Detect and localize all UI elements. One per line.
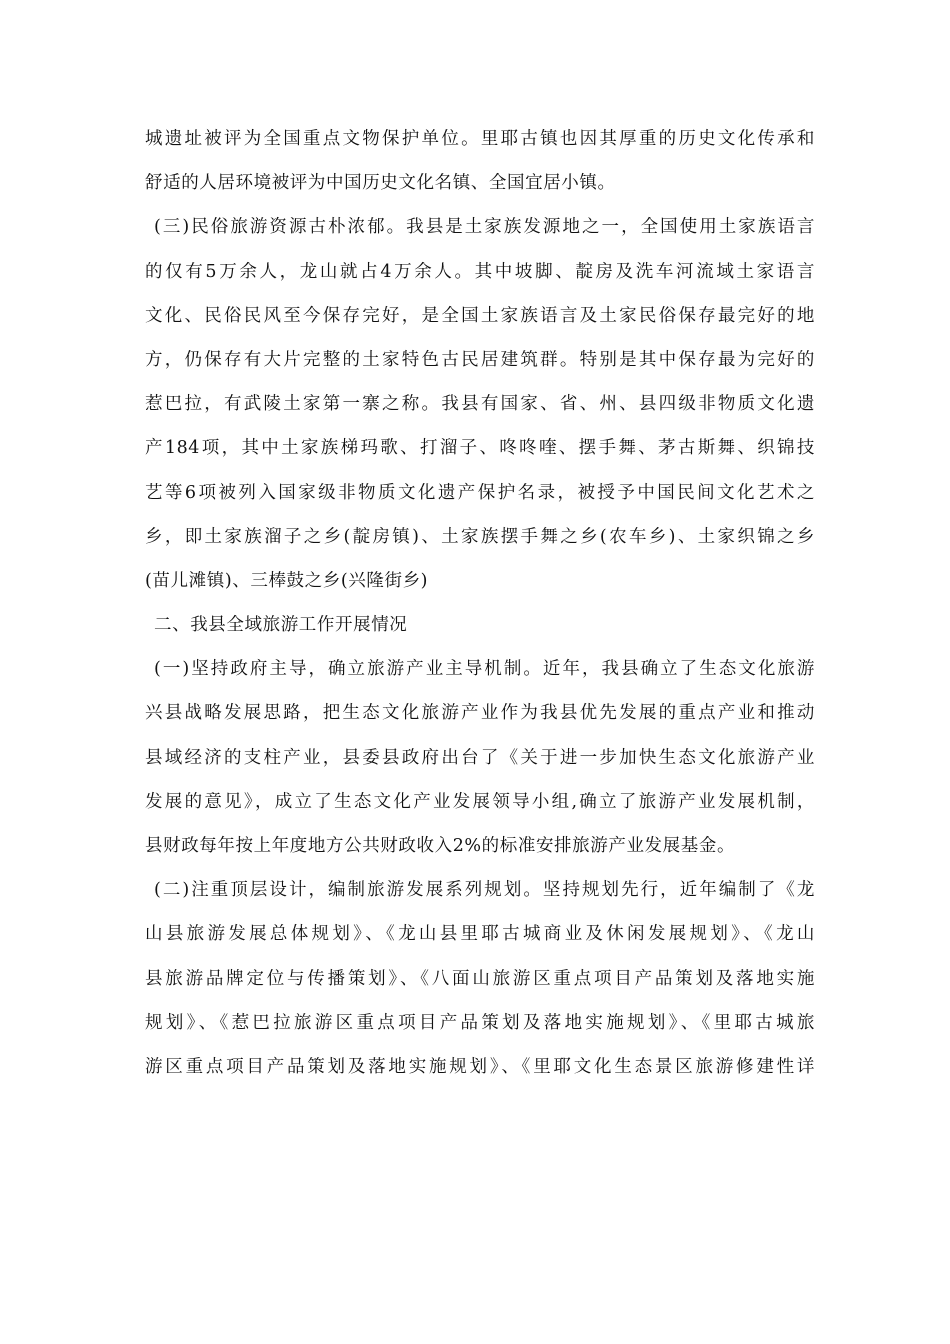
paragraph-line: 乡，即土家族溜子之乡(靛房镇)、土家族摆手舞之乡(农车乡)、土家织锦之乡 — [145, 526, 815, 547]
paragraph-line: 县旅游品牌定位与传播策划》、《八面山旅游区重点项目产品策划及落地实施 — [145, 968, 815, 989]
paragraph-line: (三)民俗旅游资源古朴浓郁。我县是土家族发源地之一，全国使用土家族语言 — [154, 217, 815, 238]
section-heading: 二、我县全域旅游工作开展情况 — [154, 615, 408, 636]
paragraph-line: 兴县战略发展思路，把生态文化旅游产业作为我县优先发展的重点产业和推动 — [145, 703, 815, 724]
paragraph-line: 舒适的人居环境被评为中国历史文化名镇、全国宜居小镇。 — [145, 173, 616, 194]
paragraph-line: 方，仍保存有大片完整的土家特色古民居建筑群。特别是其中保存最为完好的 — [145, 349, 815, 370]
paragraph-line: 发展的意见》，成立了生态文化产业发展领导小组,确立了旅游产业发展机制， — [145, 791, 815, 812]
paragraph-line: 艺等6项被列入国家级非物质文化遗产保护名录，被授予中国民间文化艺术之 — [145, 482, 815, 503]
paragraph-line: (苗儿滩镇)、三棒鼓之乡(兴隆街乡) — [145, 570, 429, 591]
paragraph-line: (二)注重顶层设计，编制旅游发展系列规划。坚持规划先行，近年编制了《龙 — [154, 880, 815, 901]
body-text — [145, 117, 815, 1089]
paragraph-line: 县域经济的支柱产业，县委县政府出台了《关于进一步加快生态文化旅游产业 — [145, 747, 815, 768]
paragraph-line: 的仅有5万余人，龙山就占4万余人。其中坡脚、靛房及洗车河流域土家语言 — [145, 261, 815, 282]
paragraph-line: 山县旅游发展总体规划》、《龙山县里耶古城商业及休闲发展规划》、《龙山 — [145, 924, 815, 945]
paragraph-line: 游区重点项目产品策划及落地实施规划》、《里耶文化生态景区旅游修建性详 — [145, 1056, 815, 1077]
paragraph-line: 惹巴拉，有武陵土家第一寨之称。我县有国家、省、州、县四级非物质文化遗 — [145, 394, 815, 415]
paragraph-line: (一)坚持政府主导，确立旅游产业主导机制。近年，我县确立了生态文化旅游 — [154, 659, 815, 680]
paragraph-line: 城遗址被评为全国重点文物保护单位。里耶古镇也因其厚重的历史文化传承和 — [145, 129, 815, 149]
paragraph-line: 产184项，其中土家族梯玛歌、打溜子、咚咚喹、摆手舞、茅古斯舞、织锦技 — [145, 438, 815, 459]
paragraph-line: 文化、民俗民风至今保存完好，是全国土家族语言及土家民俗保存最完好的地 — [145, 305, 815, 326]
paragraph-line: 县财政每年按上年度地方公共财政收入2%的标准安排旅游产业发展基金。 — [145, 836, 736, 856]
paragraph-line: 规划》、《惹巴拉旅游区重点项目产品策划及落地实施规划》、《里耶古城旅 — [145, 1012, 815, 1033]
